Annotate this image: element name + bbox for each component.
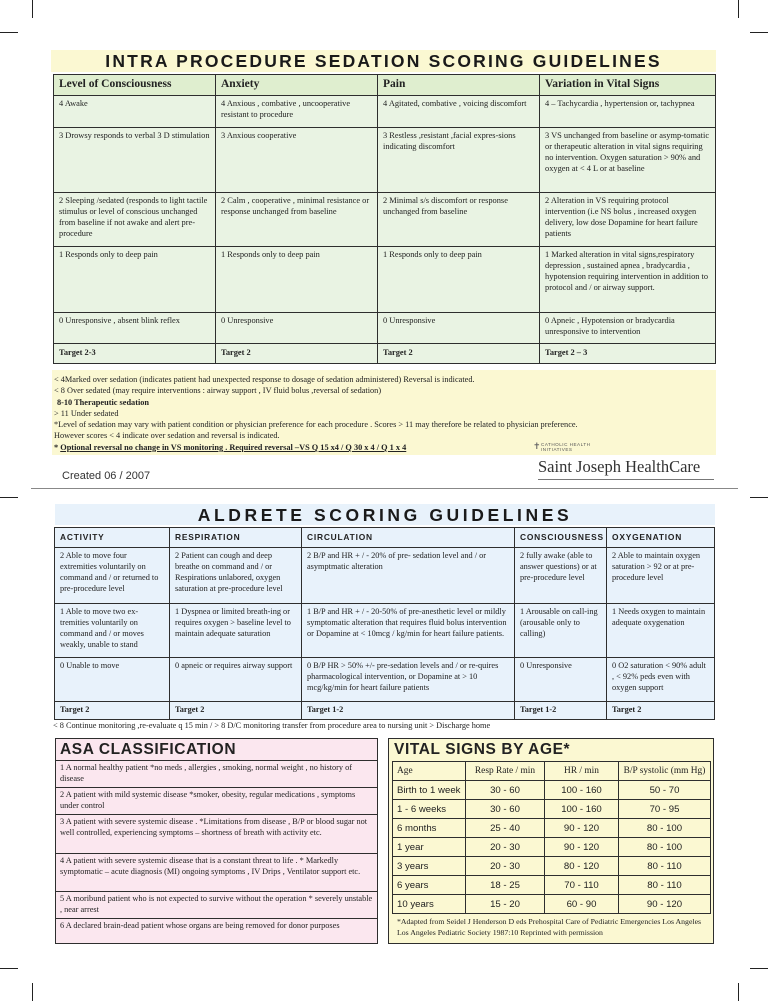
sedation-header-cell: Pain xyxy=(378,75,540,96)
table-cell: 70 - 110 xyxy=(545,876,619,895)
target-cell: Target 1-2 xyxy=(515,702,607,720)
aldrete-header-cell: CONSCIOUSNESS xyxy=(515,528,607,548)
org-small-line: INITIATIVES xyxy=(541,447,573,453)
sedation-header-cell: Level of Consciousness xyxy=(54,75,216,96)
list-item: 3 A patient with severe systemic disease . *Limitations from disease , B/P or blood sugar not well controlled, experiencing symptoms – shortness of breath with activity etc. xyxy=(56,815,377,854)
table-row xyxy=(55,548,715,604)
crop-mark xyxy=(32,0,33,18)
target-cell: Target 2 xyxy=(55,702,170,720)
target-cell: Target 2 xyxy=(216,344,378,364)
target-cell: Target 2-3 xyxy=(54,344,216,364)
table-cell: 1 year xyxy=(393,838,466,857)
table-cell: 1 Responds only to deep pain xyxy=(378,247,540,313)
table-cell: 70 - 95 xyxy=(619,800,711,819)
table-cell: 2 Calm , cooperative , minimal resistance or response unchanged from baseline xyxy=(216,193,378,247)
table-row xyxy=(393,876,711,895)
crop-mark xyxy=(738,0,739,18)
target-cell: Target 2 xyxy=(170,702,302,720)
table-row xyxy=(393,781,711,800)
table-row xyxy=(393,800,711,819)
table-row xyxy=(54,313,716,344)
table-cell: 4 Anxious , combative , uncooperative resistant to procedure xyxy=(216,96,378,128)
crop-mark xyxy=(0,497,18,498)
table-cell: 4 Awake xyxy=(54,96,216,128)
table-cell: 3 years xyxy=(393,857,466,876)
vital-signs-header-cell: Resp Rate / min xyxy=(466,762,545,781)
vital-signs-header-cell: Age xyxy=(393,762,466,781)
aldrete-table xyxy=(54,527,715,720)
note-line: < 4Marked over sedation (indicates patient had unexpected response to dosage of sedation administered) Reversal is indicated. xyxy=(54,375,475,384)
table-cell: 0 Unresponsive xyxy=(515,658,607,702)
table-cell: 2 Able to maintain oxygen saturation > 92 or at pre-procedure level xyxy=(607,548,715,604)
org-small-label xyxy=(541,442,590,453)
vital-signs-title: VITAL SIGNS BY AGE* xyxy=(394,741,571,758)
table-cell: 20 - 30 xyxy=(466,857,545,876)
vital-signs-table xyxy=(392,761,711,914)
table-row xyxy=(54,247,716,313)
table-cell: 0 Unresponsive xyxy=(378,313,540,344)
list-item: 6 A declared brain-dead patient whose organs are being removed for donor purposes xyxy=(60,921,340,930)
table-cell: 1 B/P and HR + / - 20-50% of pre-anesthetic level or mildly symptomatic alteration that requires fluid bolus intervention or Dopamine at < 10mcg / kg/min for heart failure patients. xyxy=(302,604,515,658)
table-cell: 0 Unresponsive , absent blink reflex xyxy=(54,313,216,344)
sedation-target-row xyxy=(54,344,716,364)
list-item: 4 A patient with severe systemic disease that is a constant threat to life . * Markedly symptomatic – acute diagnosis (MI) ongoing symptoms , IV Drips , Ventilator support etc. xyxy=(56,854,377,892)
table-cell: 1 Marked alteration in vital signs,respiratory depression , sustained apnea , bradycardia , hypotension requiring intervention in addition to protocol and / or airway support. xyxy=(540,247,716,313)
sedation-table xyxy=(53,74,716,364)
sedation-header-row xyxy=(54,75,716,96)
crop-mark xyxy=(750,497,768,498)
table-cell: 4 – Tachycardia , hypertension or, tachypnea xyxy=(540,96,716,128)
list-item: 2 A patient with mild systemic disease *smoker, obesity, regular medications , symptoms under control xyxy=(56,788,377,815)
table-cell: 2 Patient can cough and deep breathe on command and / or Respirations unlabored, oxygen saturation at pre-procedure level xyxy=(170,548,302,604)
aldrete-header-cell: CIRCULATION xyxy=(302,528,515,548)
table-cell: 20 - 30 xyxy=(466,838,545,857)
list-item: 5 A moribund patient who is not expected to survive without the operation * severely unstable , near arrest xyxy=(56,892,377,919)
table-cell: 60 - 90 xyxy=(545,895,619,914)
table-cell: 3 Anxious cooperative xyxy=(216,128,378,193)
table-cell: 1 Able to move two ex-tremities voluntarily on command and / or moves weakly, unable to stand xyxy=(55,604,170,658)
note-star: * xyxy=(54,442,61,452)
org-logo-name: Saint Joseph HealthCare xyxy=(538,457,701,476)
table-cell: 1 Responds only to deep pain xyxy=(216,247,378,313)
table-cell: 1 Responds only to deep pain xyxy=(54,247,216,313)
table-cell: 2 Minimal s/s discomfort or response unchanged from baseline xyxy=(378,193,540,247)
table-cell: 0 apneic or requires airway support xyxy=(170,658,302,702)
table-cell: 50 - 70 xyxy=(619,781,711,800)
vital-signs-header-cell: HR / min xyxy=(545,762,619,781)
table-row xyxy=(393,838,711,857)
sedation-notes xyxy=(52,370,716,455)
table-row xyxy=(55,604,715,658)
table-cell: Birth to 1 week xyxy=(393,781,466,800)
vital-signs-header-row xyxy=(393,762,711,781)
vital-signs-header-cell: B/P systolic (mm Hg) xyxy=(619,762,711,781)
table-cell: 100 - 160 xyxy=(545,781,619,800)
aldrete-target-row xyxy=(55,702,715,720)
aldrete-title: ALDRETE SCORING GUIDELINES xyxy=(55,504,715,525)
note-emphasis: Optional reversal no change in VS monitoring . Required reversal –VS Q 15 x4 / Q 30 x 4 / Q 1 x 4 xyxy=(60,442,407,452)
table-cell: 90 - 120 xyxy=(619,895,711,914)
target-cell: Target 1-2 xyxy=(302,702,515,720)
target-cell: Target 2 xyxy=(607,702,715,720)
target-cell: Target 2 – 3 xyxy=(540,344,716,364)
table-cell: 3 Drowsy responds to verbal 3 D stimulation xyxy=(54,128,216,193)
crop-mark xyxy=(750,32,768,33)
created-date: Created 06 / 2007 xyxy=(62,470,151,482)
asa-title: ASA CLASSIFICATION xyxy=(56,739,377,761)
table-row xyxy=(54,96,716,128)
table-cell: 1 Arousable on call-ing (arousable only to calling) xyxy=(515,604,607,658)
table-cell: 0 B/P HR > 50% +/- pre-sedation levels and / or re-quires pharmacological intervention, or Dopamine at > 10 mcg/kg/min for heart failure patients xyxy=(302,658,515,702)
table-cell: 1 Dyspnea or limited breath-ing or requires oxygen > baseline level to maintain adequate saturation xyxy=(170,604,302,658)
table-row xyxy=(55,658,715,702)
table-cell: 3 Restless ,resistant ,facial expres-sions indicating discomfort xyxy=(378,128,540,193)
sedation-title: INTRA PROCEDURE SEDATION SCORING GUIDELINES xyxy=(51,50,716,72)
vital-signs-box xyxy=(388,738,714,944)
org-small-line: CATHOLIC HEALTH xyxy=(541,442,591,447)
list-item: 1 A normal healthy patient *no meds , allergies , smoking, normal weight , no history of disease xyxy=(56,761,377,788)
crop-mark xyxy=(32,983,33,1001)
table-cell: 100 - 160 xyxy=(545,800,619,819)
table-cell: 2 fully awake (able to answer questions) or at pre-procedure level xyxy=(515,548,607,604)
table-cell: 80 - 120 xyxy=(545,857,619,876)
table-cell: 0 Apneic , Hypotension or bradycardia unresponsive to intervention xyxy=(540,313,716,344)
note-line: 8-10 Therapeutic sedation xyxy=(57,397,150,407)
table-cell: 6 months xyxy=(393,819,466,838)
aldrete-header-row xyxy=(55,528,715,548)
table-cell: 80 - 110 xyxy=(619,876,711,895)
table-cell: 30 - 60 xyxy=(466,800,545,819)
note-line xyxy=(54,442,714,453)
table-cell: 80 - 100 xyxy=(619,838,711,857)
table-row xyxy=(393,895,711,914)
table-cell: 90 - 120 xyxy=(545,838,619,857)
aldrete-header-cell: ACTIVITY xyxy=(55,528,170,548)
crop-mark xyxy=(750,968,768,969)
asa-box xyxy=(55,738,378,944)
note-line: < 8 Over sedated (may require interventions : airway support , IV fluid bolus ,reversal of sedation) xyxy=(54,386,382,396)
table-cell: 2 Sleeping /sedated (responds to light tactile stimulus or level of conscious unchanged from baseline if not awake and alert pre-procedure xyxy=(54,193,216,247)
note-line: However scores < 4 indicate over sedation and reversal is indicated. xyxy=(54,431,280,441)
table-row xyxy=(393,857,711,876)
table-cell: 3 VS unchanged from baseline or asymp-tomatic or therapeutic alteration in vital signs requiring no intervention. Oxygen saturation > 90% and oxygen at < 4 L or at baseline xyxy=(540,128,716,193)
table-cell: 0 Unresponsive xyxy=(216,313,378,344)
cross-icon: ✝ xyxy=(533,441,541,451)
table-cell: 15 - 20 xyxy=(466,895,545,914)
crop-mark xyxy=(0,968,18,969)
table-cell: 0 O2 saturation < 90% adult , < 92% peds even with oxygen support xyxy=(607,658,715,702)
table-cell: 6 years xyxy=(393,876,466,895)
table-cell: 2 Alteration in VS requiring protocol intervention (i.e NS bolus , increased oxygen delivery, low dose Dopamine for heart failure patients xyxy=(540,193,716,247)
table-cell: 2 Able to move four extremities voluntarily on command and / or returned to pre-procedure level xyxy=(55,548,170,604)
table-row xyxy=(54,193,716,247)
table-row xyxy=(393,819,711,838)
note-line: > 11 Under sedated xyxy=(54,408,119,418)
sedation-header-cell: Variation in Vital Signs xyxy=(540,75,716,96)
logo-divider xyxy=(538,479,714,480)
vital-signs-footnote: *Adapted from Seidel J Henderson D eds Prehospital Care of Pediatric Emergencies Los Angeles Los Angeles Pediatric Society 1987:10 Reprinted with permission xyxy=(397,917,702,937)
table-cell: 10 years xyxy=(393,895,466,914)
crop-mark xyxy=(738,983,739,1001)
crop-mark xyxy=(0,32,18,33)
note-line: *Level of sedation may vary with patient condition or physician preference for each procedure . Scores > 11 may therefore be related to physician preference. xyxy=(54,420,578,430)
table-cell: 90 - 120 xyxy=(545,819,619,838)
table-cell: 25 - 40 xyxy=(466,819,545,838)
table-cell: 80 - 110 xyxy=(619,857,711,876)
table-cell: 4 Agitated, combative , voicing discomfort xyxy=(378,96,540,128)
table-cell: 80 - 100 xyxy=(619,819,711,838)
table-cell: 30 - 60 xyxy=(466,781,545,800)
table-row xyxy=(54,128,716,193)
aldrete-note: < 8 Continue monitoring ,re-evaluate q 15 min / > 8 D/C monitoring transfer from procedure area to nursing unit > Discharge home xyxy=(53,721,491,730)
table-cell: 18 - 25 xyxy=(466,876,545,895)
table-cell: 1 - 6 weeks xyxy=(393,800,466,819)
table-cell: 1 Needs oxygen to maintain adequate oxygenation xyxy=(607,604,715,658)
table-cell: 0 Unable to move xyxy=(55,658,170,702)
aldrete-header-cell: OXYGENATION xyxy=(607,528,715,548)
aldrete-header-cell: RESPIRATION xyxy=(170,528,302,548)
table-cell: 2 B/P and HR + / - 20% of pre- sedation level and / or asymptmatic alteration xyxy=(302,548,515,604)
target-cell: Target 2 xyxy=(378,344,540,364)
sedation-header-cell: Anxiety xyxy=(216,75,378,96)
